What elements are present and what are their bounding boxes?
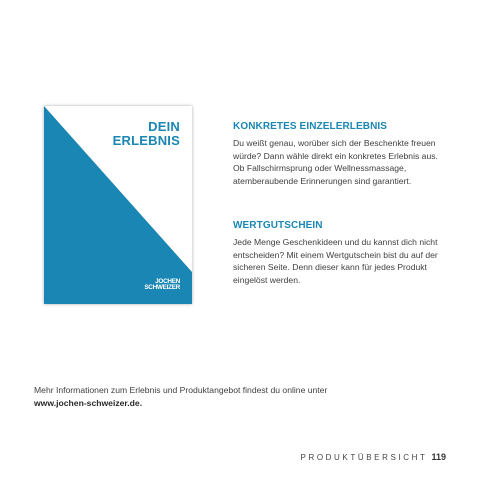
- section-body-einzelerlebnis: Du weißt genau, worüber sich der Beschenkte freuen würde? Dann wähle direkt ein konkretes Erlebnis aus. Ob Fallschirmsprung oder Wellnessmassage, atemberaubende Erinnerungen sind garantiert.: [233, 138, 438, 186]
- logo-line2: SCHWEIZER: [144, 284, 180, 292]
- logo-line1: JOCHEN: [155, 277, 180, 285]
- page-section-label: PRODUKTÜBERSICHT: [300, 453, 428, 462]
- website-link[interactable]: www.jochen-schweizer.de.: [34, 398, 143, 408]
- voucher-card: [44, 106, 192, 304]
- section-heading-einzelerlebnis: KONKRETES EINZELERLEBNIS: [233, 121, 388, 132]
- section-body-wertgutschein: Jede Menge Geschenkideen und du kannst dich nicht entscheiden? Mit einem Wertgutschein bist du auf der sicheren Seite. Denn dieser kann für jedes Produkt eingelöst werden.: [233, 237, 438, 285]
- page-footer: [301, 452, 446, 462]
- voucher-title-line2: ERLEBNIS: [112, 133, 180, 148]
- section-heading-wertgutschein: WERTGUTSCHEIN: [233, 220, 323, 231]
- voucher-title-line1: DEIN: [148, 119, 180, 134]
- jochen-schweizer-logo: [144, 279, 180, 292]
- footer-info: [34, 384, 454, 410]
- voucher-title: [113, 120, 180, 148]
- page-number: 119: [431, 452, 446, 462]
- footer-info-text: Mehr Informationen zum Erlebnis und Produktangebot findest du online unter: [34, 385, 328, 395]
